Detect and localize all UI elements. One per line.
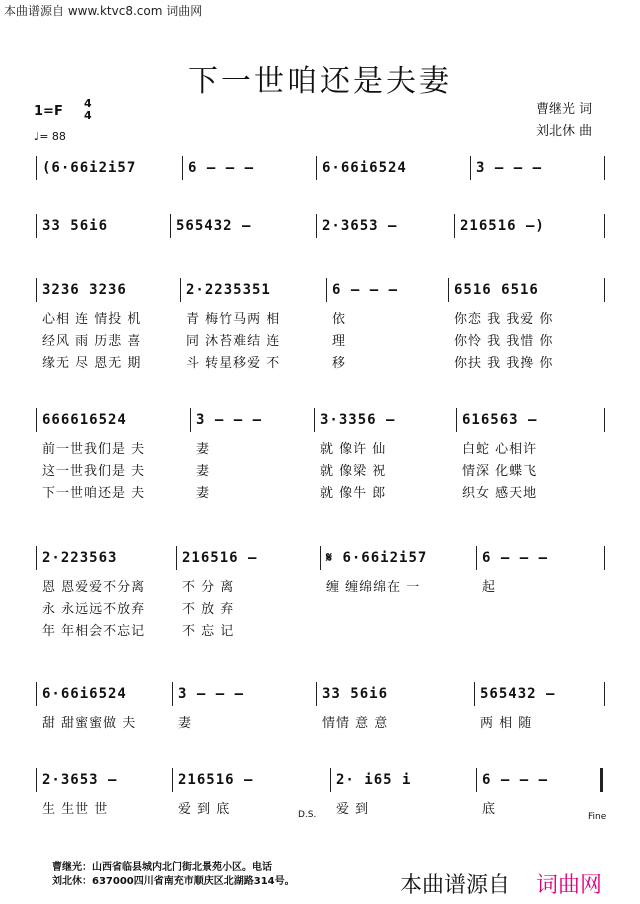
bar-line (170, 214, 171, 238)
song-title: 下一世咱还是夫妻 (188, 64, 452, 99)
measure-notes: 666616524 (42, 412, 127, 428)
bar-line (36, 408, 37, 432)
measure-notes: 3 — — — (196, 412, 263, 428)
lyric-text: 起 (482, 580, 497, 595)
lyric-text: 不 放 弃 (182, 602, 235, 617)
bar-line (182, 156, 183, 180)
lyric-text: 缠 缠绵绵在 一 (326, 580, 421, 595)
bar-line (36, 546, 37, 570)
bar-line (180, 278, 181, 302)
lyric-text: 依 (332, 312, 347, 327)
lyric-text: 这一世我们是 夫 (42, 464, 146, 479)
bar-line (316, 214, 317, 238)
measure-notes: 565432 — (176, 218, 252, 234)
lyric-text: 爱 到 底 (178, 802, 231, 817)
measure-notes: (6·66i2i57 (42, 160, 137, 176)
bar-line (316, 156, 317, 180)
measure-notes: 3·3356 — (320, 412, 396, 428)
lyric-text: 妻 (178, 716, 193, 731)
lyric-text: 白蛇 心相许 (462, 442, 538, 457)
measure-notes: 3 — — — (178, 686, 245, 702)
lyric-text: 前一世我们是 夫 (42, 442, 146, 457)
bar-line (454, 214, 455, 238)
watermark-bottom-left: 本曲谱源自 (400, 873, 511, 898)
lyric-text: 下一世咱还是 夫 (42, 486, 146, 501)
lyric-text: 年 年相会不忘记 (42, 624, 146, 639)
bar-line (476, 768, 477, 792)
bar-line (604, 156, 605, 180)
bar-line (600, 768, 603, 792)
lyric-text: 甜 甜蜜蜜做 夫 (42, 716, 137, 731)
lyricist-credit: 曹继光 词 (536, 102, 593, 117)
lyric-text: 斗 转星移爱 不 (186, 356, 281, 371)
measure-notes: 216516 — (178, 772, 254, 788)
lyric-text: 生 生世 世 (42, 802, 109, 817)
lyric-text: 经风 雨 历悲 喜 (42, 334, 142, 349)
lyric-text: 情深 化蝶飞 (462, 464, 538, 479)
watermark-bottom-right: 词曲网 (536, 873, 603, 898)
bar-line (476, 546, 477, 570)
bar-line (474, 682, 475, 706)
bar-line (314, 408, 315, 432)
measure-notes: 33 56i6 (42, 218, 109, 234)
lyric-text: 你扶 我 我搀 你 (454, 356, 554, 371)
measure-notes: 6·66i6524 (322, 160, 407, 176)
lyric-text: 两 相 随 (480, 716, 533, 731)
measure-notes: 2· i65 i (336, 772, 412, 788)
measure-notes: 2·2235351 (186, 282, 271, 298)
lyric-text: 情情 意 意 (322, 716, 389, 731)
lyric-text: 织女 感天地 (462, 486, 538, 501)
measure-notes: 6 — — — (482, 772, 549, 788)
lyric-text: 青 梅竹马两 相 (186, 312, 281, 327)
time-signature (84, 98, 92, 122)
lyric-text: 同 沐苔难结 连 (186, 334, 281, 349)
lyric-text: 心相 连 情投 机 (42, 312, 142, 327)
lyric-text: 永 永远远不放弃 (42, 602, 146, 617)
measure-notes: 565432 — (480, 686, 556, 702)
footer-line-2: 刘北休：637000四川省南充市顺庆区北湖路314号。 (52, 876, 295, 887)
lyric-text: 不 忘 记 (182, 624, 235, 639)
lyric-text: 爱 到 (336, 802, 370, 817)
lyric-text: 妻 (196, 464, 211, 479)
lyric-text: 不 分 离 (182, 580, 235, 595)
measure-notes: 𝄋 6·66i2i57 (326, 550, 428, 566)
lyric-text: 移 (332, 356, 347, 371)
bar-line (176, 546, 177, 570)
tempo-mark: ♩= 88 (34, 130, 66, 143)
bar-line (172, 768, 173, 792)
lyric-text: 缘无 尽 恩无 期 (42, 356, 142, 371)
lyric-text: 你恋 我 我爱 你 (454, 312, 554, 327)
bar-line (604, 214, 605, 238)
lyric-text: 妻 (196, 442, 211, 457)
composer-credit: 刘北休 曲 (536, 124, 593, 139)
measure-notes: 216516 — (182, 550, 258, 566)
bar-line (470, 156, 471, 180)
lyric-text: 妻 (196, 486, 211, 501)
measure-notes: 216516 —) (460, 218, 545, 234)
lyric-text: 就 像梁 祝 (320, 464, 387, 479)
measure-notes: 6 — — — (188, 160, 255, 176)
bar-line (604, 278, 605, 302)
measure-notes: 2·223563 (42, 550, 118, 566)
measure-notes: 6516 6516 (454, 282, 539, 298)
measure-notes: 6 — — — (332, 282, 399, 298)
measure-notes: 3 — — — (476, 160, 543, 176)
bar-line (326, 278, 327, 302)
measure-notes: 2·3653 — (322, 218, 398, 234)
bar-line (172, 682, 173, 706)
bar-line (456, 408, 457, 432)
watermark-top: 本曲谱源自 www.ktvc8.com 词曲网 (4, 4, 203, 18)
measure-notes: 6·66i6524 (42, 686, 127, 702)
bar-line (36, 214, 37, 238)
key-signature: 1=F (34, 104, 63, 119)
bar-line (316, 682, 317, 706)
bar-line (190, 408, 191, 432)
measure-notes: 3236 3236 (42, 282, 127, 298)
measure-notes: 2·3653 — (42, 772, 118, 788)
time-sig-top: 4 (84, 97, 92, 110)
ds-mark: D.S. (298, 810, 317, 820)
bar-line (36, 156, 37, 180)
bar-line (604, 682, 605, 706)
footer-line-1: 曹继光：山西省临县城内北门街北景苑小区。电话 (52, 862, 272, 873)
time-sig-bottom: 4 (84, 109, 92, 122)
lyric-text: 理 (332, 334, 347, 349)
bar-line (604, 408, 605, 432)
lyric-text: 你怜 我 我惜 你 (454, 334, 554, 349)
lyric-text: 底 (482, 802, 497, 817)
bar-line (320, 546, 321, 570)
fine-mark: Fine (588, 812, 607, 822)
measure-notes: 33 56i6 (322, 686, 389, 702)
bar-line (448, 278, 449, 302)
bar-line (36, 278, 37, 302)
measure-notes: 6 — — — (482, 550, 549, 566)
bar-line (36, 682, 37, 706)
lyric-text: 就 像许 仙 (320, 442, 387, 457)
bar-line (604, 546, 605, 570)
bar-line (36, 768, 37, 792)
bar-line (330, 768, 331, 792)
lyric-text: 就 像牛 郎 (320, 486, 387, 501)
lyric-text: 恩 恩爱爱不分离 (42, 580, 146, 595)
measure-notes: 616563 — (462, 412, 538, 428)
